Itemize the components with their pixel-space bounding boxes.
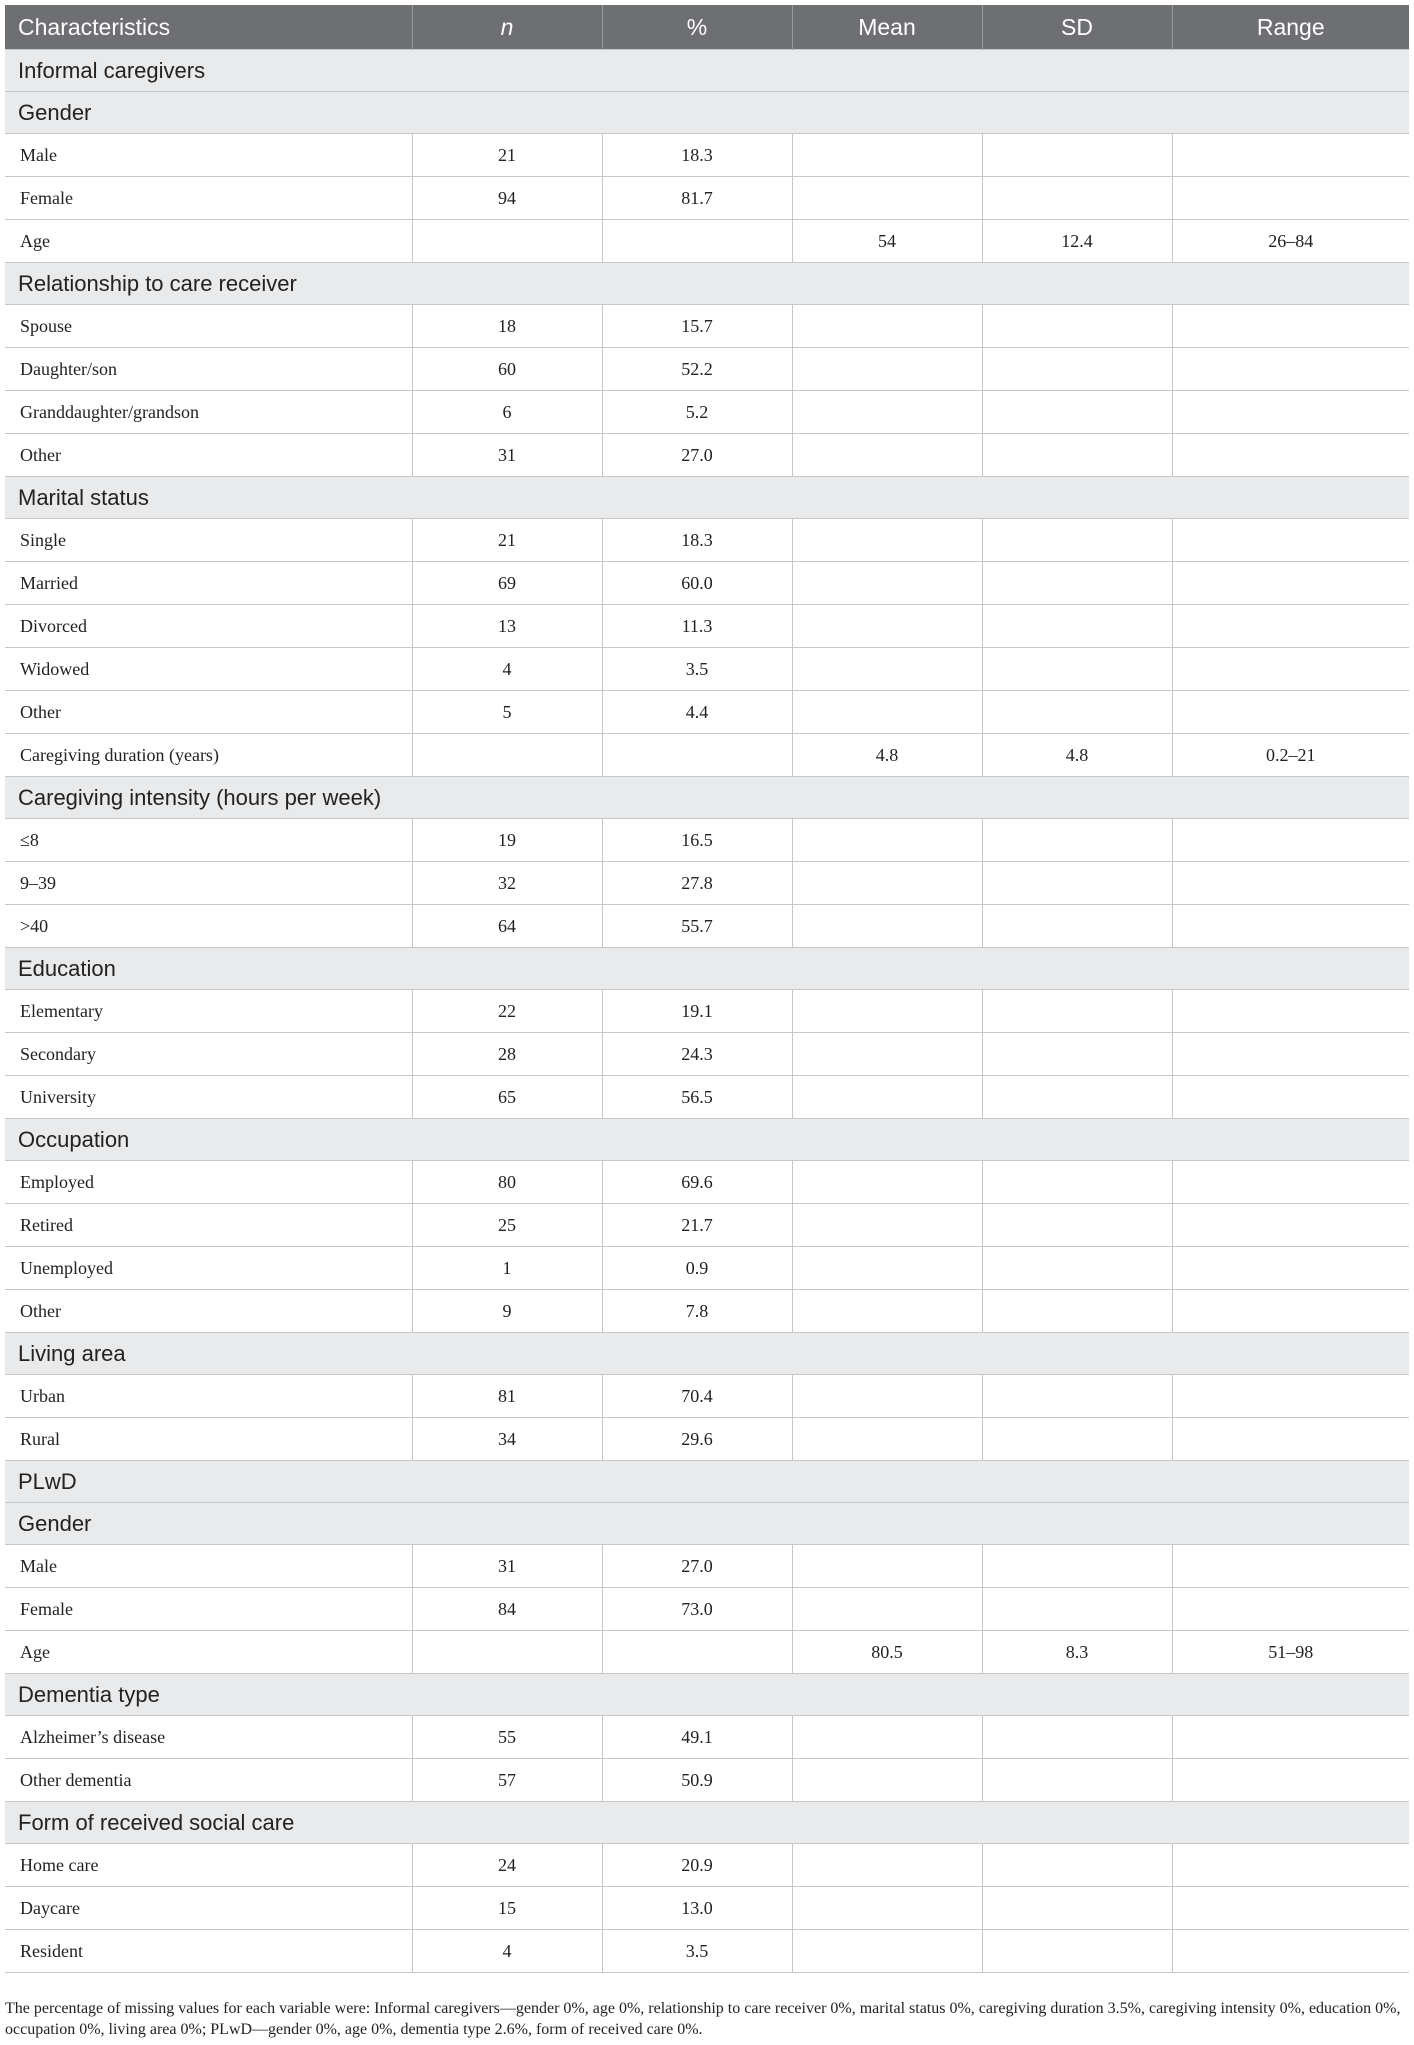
row-label: Spouse: [5, 305, 412, 348]
cell-range: [1172, 1375, 1409, 1418]
cell-n: 64: [412, 905, 602, 948]
cell-sd: 4.8: [982, 734, 1172, 777]
table-row: [5, 605, 1409, 648]
row-label: Female: [5, 177, 412, 220]
cell-n: 4: [412, 1930, 602, 1973]
row-label: Resident: [5, 1930, 412, 1973]
cell-n: 31: [412, 434, 602, 477]
row-label: Age: [5, 220, 412, 263]
row-label: Other dementia: [5, 1759, 412, 1802]
row-label: Male: [5, 1545, 412, 1588]
cell-mean: [792, 1716, 982, 1759]
cell-range: [1172, 1716, 1409, 1759]
cell-range: [1172, 519, 1409, 562]
row-label: Home care: [5, 1844, 412, 1887]
table-row: [5, 348, 1409, 391]
cell-range: [1172, 134, 1409, 177]
header-row: [5, 5, 1409, 50]
table-row: [5, 177, 1409, 220]
cell-range: [1172, 391, 1409, 434]
cell-n: 5: [412, 691, 602, 734]
cell-mean: [792, 519, 982, 562]
cell-n: 31: [412, 1545, 602, 1588]
cell-n: 21: [412, 134, 602, 177]
section-label: Gender: [5, 92, 1409, 134]
table-row: [5, 1290, 1409, 1333]
cell-mean: [792, 434, 982, 477]
header-mean: Mean: [792, 5, 982, 50]
cell-mean: [792, 1290, 982, 1333]
cell-mean: [792, 305, 982, 348]
cell-range: [1172, 1588, 1409, 1631]
cell-sd: [982, 605, 1172, 648]
cell-mean: [792, 391, 982, 434]
section-header-row: [5, 263, 1409, 305]
cell-n: 57: [412, 1759, 602, 1802]
cell-percent: [602, 734, 792, 777]
cell-mean: [792, 134, 982, 177]
cell-n: 28: [412, 1033, 602, 1076]
cell-n: 65: [412, 1076, 602, 1119]
cell-range: [1172, 1076, 1409, 1119]
row-label: ≤8: [5, 819, 412, 862]
cell-percent: 27.8: [602, 862, 792, 905]
cell-range: [1172, 990, 1409, 1033]
section-header-row: [5, 1461, 1409, 1503]
table-row: [5, 391, 1409, 434]
cell-sd: [982, 1930, 1172, 1973]
cell-sd: [982, 990, 1172, 1033]
cell-n: 81: [412, 1375, 602, 1418]
cell-mean: [792, 648, 982, 691]
row-label: >40: [5, 905, 412, 948]
section-header-row: [5, 948, 1409, 990]
cell-mean: [792, 1033, 982, 1076]
cell-range: [1172, 1930, 1409, 1973]
cell-percent: 52.2: [602, 348, 792, 391]
cell-sd: [982, 134, 1172, 177]
cell-mean: [792, 177, 982, 220]
table-row: [5, 1418, 1409, 1461]
cell-percent: 15.7: [602, 305, 792, 348]
cell-sd: [982, 1716, 1172, 1759]
cell-range: [1172, 1161, 1409, 1204]
cell-range: [1172, 1204, 1409, 1247]
cell-n: 15: [412, 1887, 602, 1930]
table-row: [5, 134, 1409, 177]
cell-range: [1172, 862, 1409, 905]
cell-percent: 60.0: [602, 562, 792, 605]
cell-sd: [982, 434, 1172, 477]
cell-n: [412, 734, 602, 777]
cell-range: [1172, 648, 1409, 691]
table-row: [5, 1161, 1409, 1204]
cell-range: 51–98: [1172, 1631, 1409, 1674]
row-label: Age: [5, 1631, 412, 1674]
section-label: Relationship to care receiver: [5, 263, 1409, 305]
section-label: Informal caregivers: [5, 50, 1409, 92]
table-row: [5, 990, 1409, 1033]
cell-percent: 56.5: [602, 1076, 792, 1119]
cell-percent: 73.0: [602, 1588, 792, 1631]
table-body: [5, 50, 1409, 1973]
row-label: Daughter/son: [5, 348, 412, 391]
cell-mean: [792, 819, 982, 862]
cell-percent: 50.9: [602, 1759, 792, 1802]
cell-range: [1172, 1033, 1409, 1076]
cell-n: 94: [412, 177, 602, 220]
cell-n: 18: [412, 305, 602, 348]
section-header-row: [5, 1503, 1409, 1545]
cell-percent: 70.4: [602, 1375, 792, 1418]
section-label: Occupation: [5, 1119, 1409, 1161]
cell-sd: [982, 862, 1172, 905]
cell-sd: [982, 1887, 1172, 1930]
table-row: [5, 562, 1409, 605]
table-row: [5, 862, 1409, 905]
row-label: Elementary: [5, 990, 412, 1033]
cell-sd: [982, 1204, 1172, 1247]
row-label: Granddaughter/grandson: [5, 391, 412, 434]
section-header-row: [5, 92, 1409, 134]
row-label: 9–39: [5, 862, 412, 905]
table-row: [5, 434, 1409, 477]
section-label: Form of received social care: [5, 1802, 1409, 1844]
row-label: Daycare: [5, 1887, 412, 1930]
cell-percent: 29.6: [602, 1418, 792, 1461]
cell-sd: [982, 1375, 1172, 1418]
row-label: Alzheimer’s disease: [5, 1716, 412, 1759]
cell-percent: 27.0: [602, 1545, 792, 1588]
table-row: [5, 1033, 1409, 1076]
cell-n: 9: [412, 1290, 602, 1333]
cell-percent: 18.3: [602, 134, 792, 177]
cell-mean: [792, 1588, 982, 1631]
row-label: Divorced: [5, 605, 412, 648]
row-label: Other: [5, 691, 412, 734]
cell-range: [1172, 305, 1409, 348]
section-header-row: [5, 1674, 1409, 1716]
row-label: Other: [5, 1290, 412, 1333]
cell-mean: [792, 1204, 982, 1247]
cell-percent: 7.8: [602, 1290, 792, 1333]
cell-percent: 11.3: [602, 605, 792, 648]
table-row: [5, 1545, 1409, 1588]
cell-sd: [982, 1759, 1172, 1802]
table-header: [5, 5, 1409, 50]
cell-n: 55: [412, 1716, 602, 1759]
cell-mean: [792, 562, 982, 605]
cell-n: 84: [412, 1588, 602, 1631]
table-row: [5, 1076, 1409, 1119]
cell-sd: [982, 348, 1172, 391]
cell-n: 6: [412, 391, 602, 434]
cell-mean: [792, 1161, 982, 1204]
table-row: [5, 1844, 1409, 1887]
row-label: University: [5, 1076, 412, 1119]
cell-sd: 12.4: [982, 220, 1172, 263]
row-label: Retired: [5, 1204, 412, 1247]
cell-range: [1172, 1887, 1409, 1930]
cell-range: [1172, 348, 1409, 391]
table-row: [5, 1588, 1409, 1631]
cell-range: [1172, 1545, 1409, 1588]
cell-sd: [982, 1545, 1172, 1588]
cell-n: [412, 220, 602, 263]
table-row: [5, 1631, 1409, 1674]
cell-sd: [982, 1588, 1172, 1631]
row-label: Married: [5, 562, 412, 605]
cell-percent: 4.4: [602, 691, 792, 734]
cell-sd: [982, 819, 1172, 862]
row-label: Unemployed: [5, 1247, 412, 1290]
cell-sd: [982, 648, 1172, 691]
cell-n: 21: [412, 519, 602, 562]
table-row: [5, 1759, 1409, 1802]
cell-mean: [792, 605, 982, 648]
cell-sd: [982, 305, 1172, 348]
cell-n: 60: [412, 348, 602, 391]
header-percent: %: [602, 5, 792, 50]
table-row: [5, 1247, 1409, 1290]
cell-n: 22: [412, 990, 602, 1033]
cell-mean: [792, 348, 982, 391]
row-label: Caregiving duration (years): [5, 734, 412, 777]
row-label: Female: [5, 1588, 412, 1631]
cell-sd: [982, 1290, 1172, 1333]
cell-mean: [792, 1418, 982, 1461]
cell-mean: [792, 1887, 982, 1930]
cell-sd: [982, 1076, 1172, 1119]
section-label: Living area: [5, 1333, 1409, 1375]
table-row: [5, 305, 1409, 348]
cell-mean: [792, 1076, 982, 1119]
cell-sd: [982, 1033, 1172, 1076]
cell-range: [1172, 905, 1409, 948]
section-header-row: [5, 1119, 1409, 1161]
cell-range: [1172, 562, 1409, 605]
cell-percent: 20.9: [602, 1844, 792, 1887]
header-sd: SD: [982, 5, 1172, 50]
cell-percent: 16.5: [602, 819, 792, 862]
cell-n: 34: [412, 1418, 602, 1461]
table-row: [5, 1716, 1409, 1759]
row-label: Rural: [5, 1418, 412, 1461]
cell-range: [1172, 1290, 1409, 1333]
section-label: Education: [5, 948, 1409, 990]
section-header-row: [5, 477, 1409, 519]
cell-n: 80: [412, 1161, 602, 1204]
header-range: Range: [1172, 5, 1409, 50]
table-row: [5, 1887, 1409, 1930]
row-label: Urban: [5, 1375, 412, 1418]
cell-range: [1172, 177, 1409, 220]
row-label: Employed: [5, 1161, 412, 1204]
cell-sd: [982, 905, 1172, 948]
section-header-row: [5, 1802, 1409, 1844]
cell-n: 32: [412, 862, 602, 905]
row-label: Secondary: [5, 1033, 412, 1076]
cell-mean: [792, 990, 982, 1033]
section-label: PLwD: [5, 1461, 1409, 1503]
cell-range: 0.2–21: [1172, 734, 1409, 777]
cell-n: 4: [412, 648, 602, 691]
cell-sd: [982, 177, 1172, 220]
cell-percent: [602, 220, 792, 263]
cell-mean: [792, 905, 982, 948]
cell-sd: [982, 1844, 1172, 1887]
cell-sd: [982, 1161, 1172, 1204]
table-row: [5, 1930, 1409, 1973]
cell-sd: 8.3: [982, 1631, 1172, 1674]
cell-percent: 27.0: [602, 434, 792, 477]
table-container: [5, 5, 1409, 1973]
cell-percent: 5.2: [602, 391, 792, 434]
cell-range: [1172, 605, 1409, 648]
cell-sd: [982, 519, 1172, 562]
cell-percent: 81.7: [602, 177, 792, 220]
cell-mean: 80.5: [792, 1631, 982, 1674]
cell-mean: [792, 1545, 982, 1588]
header-characteristics: Characteristics: [5, 5, 412, 50]
cell-mean: 54: [792, 220, 982, 263]
row-label: Other: [5, 434, 412, 477]
cell-mean: [792, 1844, 982, 1887]
cell-mean: [792, 1759, 982, 1802]
cell-range: [1172, 434, 1409, 477]
table-row: [5, 905, 1409, 948]
table-row: [5, 1375, 1409, 1418]
cell-n: 13: [412, 605, 602, 648]
table-row: [5, 691, 1409, 734]
section-label: Gender: [5, 1503, 1409, 1545]
table-row: [5, 1204, 1409, 1247]
table-row: [5, 648, 1409, 691]
cell-sd: [982, 1418, 1172, 1461]
row-label: Male: [5, 134, 412, 177]
cell-sd: [982, 1247, 1172, 1290]
section-header-row: [5, 1333, 1409, 1375]
cell-sd: [982, 562, 1172, 605]
section-label: Caregiving intensity (hours per week): [5, 777, 1409, 819]
cell-n: 1: [412, 1247, 602, 1290]
section-label: Marital status: [5, 477, 1409, 519]
cell-percent: 69.6: [602, 1161, 792, 1204]
cell-percent: 3.5: [602, 1930, 792, 1973]
table-row: [5, 819, 1409, 862]
section-header-row: [5, 777, 1409, 819]
section-label: Dementia type: [5, 1674, 1409, 1716]
cell-percent: 0.9: [602, 1247, 792, 1290]
cell-percent: 49.1: [602, 1716, 792, 1759]
cell-sd: [982, 391, 1172, 434]
cell-mean: 4.8: [792, 734, 982, 777]
cell-n: 19: [412, 819, 602, 862]
cell-range: [1172, 691, 1409, 734]
cell-range: [1172, 1247, 1409, 1290]
cell-n: 25: [412, 1204, 602, 1247]
cell-percent: 18.3: [602, 519, 792, 562]
cell-range: [1172, 819, 1409, 862]
cell-percent: 13.0: [602, 1887, 792, 1930]
table-row: [5, 734, 1409, 777]
cell-sd: [982, 691, 1172, 734]
cell-n: 69: [412, 562, 602, 605]
cell-mean: [792, 1930, 982, 1973]
cell-percent: 3.5: [602, 648, 792, 691]
cell-range: 26–84: [1172, 220, 1409, 263]
cell-percent: [602, 1631, 792, 1674]
cell-mean: [792, 1375, 982, 1418]
cell-range: [1172, 1844, 1409, 1887]
cell-n: [412, 1631, 602, 1674]
header-n: n: [412, 5, 602, 50]
cell-n: 24: [412, 1844, 602, 1887]
cell-range: [1172, 1418, 1409, 1461]
cell-percent: 21.7: [602, 1204, 792, 1247]
cell-range: [1172, 1759, 1409, 1802]
cell-mean: [792, 691, 982, 734]
row-label: Single: [5, 519, 412, 562]
cell-mean: [792, 1247, 982, 1290]
table-footnote: The percentage of missing values for each variable were: Informal caregivers—gender 0%, age 0%, relationship to care receiver 0%, marital status 0%, caregiving duration 3.5%, caregiving intensity 0%, education 0%, occupation 0%, living area 0%; PLwD—gender 0%, age 0%, dementia type 2.6%, form of received care 0%.: [5, 2000, 1401, 2038]
cell-mean: [792, 862, 982, 905]
cell-percent: 19.1: [602, 990, 792, 1033]
cell-percent: 24.3: [602, 1033, 792, 1076]
characteristics-table: [5, 5, 1409, 1973]
cell-percent: 55.7: [602, 905, 792, 948]
table-row: [5, 220, 1409, 263]
section-header-row: [5, 50, 1409, 92]
row-label: Widowed: [5, 648, 412, 691]
table-row: [5, 519, 1409, 562]
